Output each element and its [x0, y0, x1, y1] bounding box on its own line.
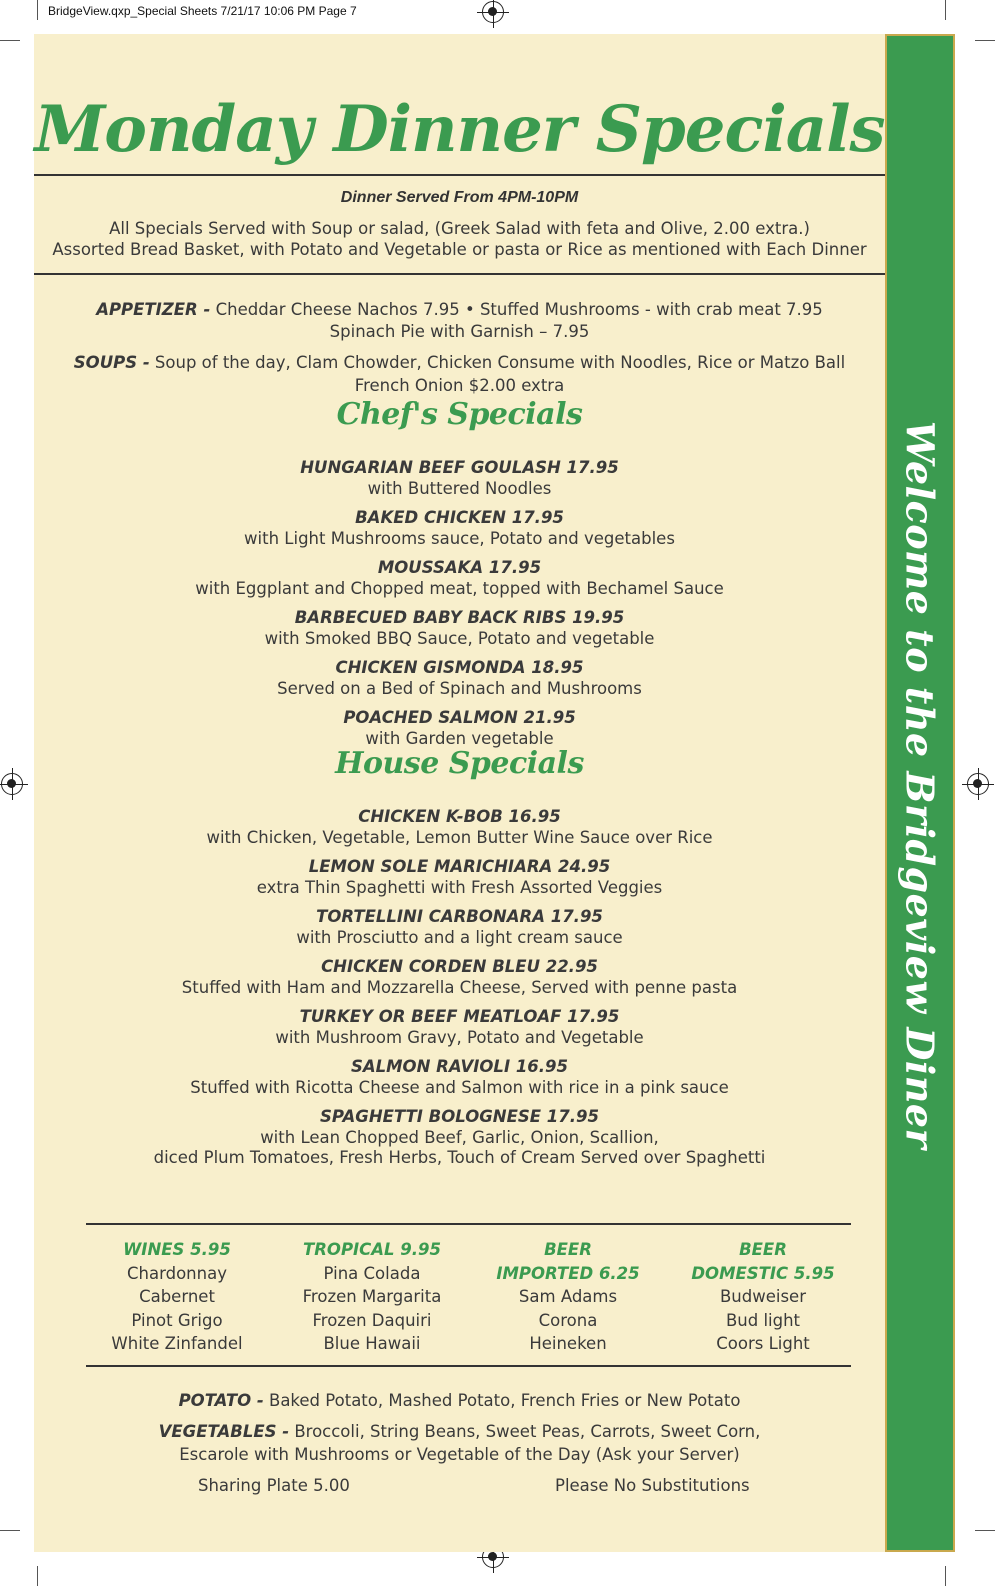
vegetables-line — [34, 1421, 885, 1442]
potato-line — [34, 1390, 885, 1411]
crop-mark — [945, 0, 946, 20]
appetizer-text: Cheddar Cheese Nachos 7.95 • Stuffed Mushrooms - with crab meat 7.95 — [210, 300, 823, 319]
drinks-column-tropical — [277, 1238, 467, 1356]
appetizer-line-2: Spinach Pie with Garnish – 7.95 — [329, 322, 590, 341]
crop-mark — [0, 40, 20, 41]
drink-item: Frozen Daquiri — [312, 1310, 432, 1330]
dish-desc: Served on a Bed of Spinach and Mushrooms — [277, 679, 642, 698]
potato-text: Baked Potato, Mashed Potato, French Fries or New Potato — [263, 1391, 741, 1410]
drinks-heading: IMPORTED 6.25 — [496, 1263, 640, 1283]
dish-desc: with Lean Chopped Beef, Garlic, Onion, Scallion, — [260, 1128, 659, 1147]
sharing-plate-note: Sharing Plate 5.00 — [198, 1476, 350, 1495]
divider — [86, 1223, 851, 1225]
dish-name: POACHED SALMON 21.95 — [343, 708, 576, 727]
appetizer-label: APPETIZER - — [96, 300, 211, 319]
drink-item: Chardonnay — [127, 1263, 227, 1283]
dish-desc: with Smoked BBQ Sauce, Potato and vegetable — [264, 629, 655, 648]
dish-desc: with Eggplant and Chopped meat, topped with Bechamel Sauce — [195, 579, 724, 598]
dish-desc: Stuffed with Ham and Mozzarella Cheese, Served with penne pasta — [181, 978, 738, 997]
drinks-heading: DOMESTIC 5.95 — [691, 1263, 835, 1283]
dish-name: CHICKEN GISMONDA 18.95 — [335, 658, 584, 677]
registration-mark-icon — [482, 1, 504, 23]
vegetables-text: Broccoli, String Beans, Sweet Peas, Carrots, Sweet Corn, — [289, 1422, 761, 1441]
dish-desc: with Light Mushrooms sauce, Potato and vegetables — [244, 529, 675, 548]
divider — [34, 273, 885, 275]
dish-desc: Stuffed with Ricotta Cheese and Salmon with rice in a pink sauce — [190, 1078, 729, 1097]
divider — [86, 1365, 851, 1367]
vegetables-line-2: Escarole with Mushrooms or Vegetable of the Day (Ask your Server) — [179, 1445, 740, 1464]
dish-desc: with Mushroom Gravy, Potato and Vegetable — [275, 1028, 644, 1047]
chefs-specials-heading: Chef's Specials — [336, 397, 583, 432]
soups-line — [34, 352, 885, 373]
registration-mark-icon — [967, 773, 989, 795]
soups-label: SOUPS - — [73, 353, 150, 372]
registration-mark-icon — [1, 773, 23, 795]
dish-desc: with Prosciutto and a light cream sauce — [296, 928, 623, 947]
drinks-column-wines — [82, 1238, 272, 1356]
drink-item: Pina Colada — [323, 1263, 421, 1283]
dish-name: HUNGARIAN BEEF GOULASH 17.95 — [300, 458, 619, 477]
dish-name: SALMON RAVIOLI 16.95 — [350, 1057, 569, 1076]
page-title: Monday Dinner Specials — [34, 92, 885, 167]
soups-line-2: French Onion $2.00 extra — [354, 376, 565, 395]
divider — [34, 174, 885, 176]
crop-mark — [0, 1530, 20, 1531]
no-substitutions-note: Please No Substitutions — [555, 1476, 750, 1495]
drinks-heading: TROPICAL 9.95 — [302, 1240, 442, 1259]
drink-item: Heineken — [529, 1334, 607, 1353]
crop-mark — [945, 1566, 946, 1586]
drink-item: Blue Hawaii — [323, 1334, 421, 1353]
printer-slug: BridgeView.qxp_Special Sheets 7/21/17 10:06 PM Page 7 — [48, 4, 357, 18]
crop-mark — [37, 1566, 38, 1586]
drink-item: Budweiser — [719, 1287, 806, 1306]
dish-name: TURKEY OR BEEF MEATLOAF 17.95 — [299, 1007, 620, 1026]
vegetables-label: VEGETABLES - — [158, 1422, 290, 1441]
intro-line: All Specials Served with Soup or salad, (Greek Salad with feta and Olive, 2.00 extra.) — [109, 219, 810, 238]
dish-name: BARBECUED BABY BACK RIBS 19.95 — [294, 608, 625, 627]
drink-item: White Zinfandel — [111, 1334, 243, 1353]
served-hours: Dinner Served From 4PM-10PM — [340, 189, 579, 206]
intro-line: Assorted Bread Basket, with Potato and Vegetable or pasta or Rice as mentioned with Each Dinner — [52, 240, 867, 259]
dish-name: SPAGHETTI BOLOGNESE 17.95 — [320, 1107, 599, 1126]
drinks-column-beer-imported — [473, 1238, 663, 1356]
dish-name: MOUSSAKA 17.95 — [377, 558, 542, 577]
drink-item: Corona — [538, 1310, 598, 1330]
dish-desc: with Buttered Noodles — [367, 479, 552, 498]
crop-mark — [37, 0, 38, 20]
dish-name: BAKED CHICKEN 17.95 — [355, 508, 564, 527]
sidebar-welcome-text: Welcome to the Bridgeview Diner — [897, 420, 943, 1150]
appetizer-line — [34, 299, 885, 320]
drink-item: Coors Light — [716, 1334, 810, 1353]
dish-name: LEMON SOLE MARICHIARA 24.95 — [308, 857, 611, 876]
drink-item: Sam Adams — [518, 1287, 618, 1306]
drink-item: Pinot Grigo — [131, 1310, 223, 1330]
dish-desc: with Garden vegetable — [365, 729, 554, 748]
drinks-heading: WINES 5.95 — [123, 1240, 231, 1259]
dish-name: TORTELLINI CARBONARA 17.95 — [316, 907, 603, 926]
drinks-heading: BEER — [739, 1240, 787, 1259]
soups-text: Soup of the day, Clam Chowder, Chicken Consume with Noodles, Rice or Matzo Ball — [149, 353, 846, 372]
dish-desc: diced Plum Tomatoes, Fresh Herbs, Touch of Cream Served over Spaghetti — [153, 1148, 766, 1167]
house-specials-heading: House Specials — [335, 746, 584, 781]
drink-item: Frozen Margarita — [302, 1287, 442, 1306]
dish-name: CHICKEN K-BOB 16.95 — [358, 807, 561, 826]
drinks-heading: BEER — [544, 1240, 592, 1259]
drink-item: Bud light — [725, 1310, 801, 1330]
drinks-column-beer-domestic — [668, 1238, 858, 1356]
dish-desc: extra Thin Spaghetti with Fresh Assorted Veggies — [256, 878, 663, 897]
crop-mark — [975, 40, 995, 41]
crop-mark — [975, 1530, 995, 1531]
drink-item: Cabernet — [139, 1287, 215, 1306]
dish-name: CHICKEN CORDEN BLEU 22.95 — [321, 957, 598, 976]
dish-desc: with Chicken, Vegetable, Lemon Butter Wine Sauce over Rice — [206, 828, 713, 847]
potato-label: POTATO - — [178, 1391, 264, 1410]
